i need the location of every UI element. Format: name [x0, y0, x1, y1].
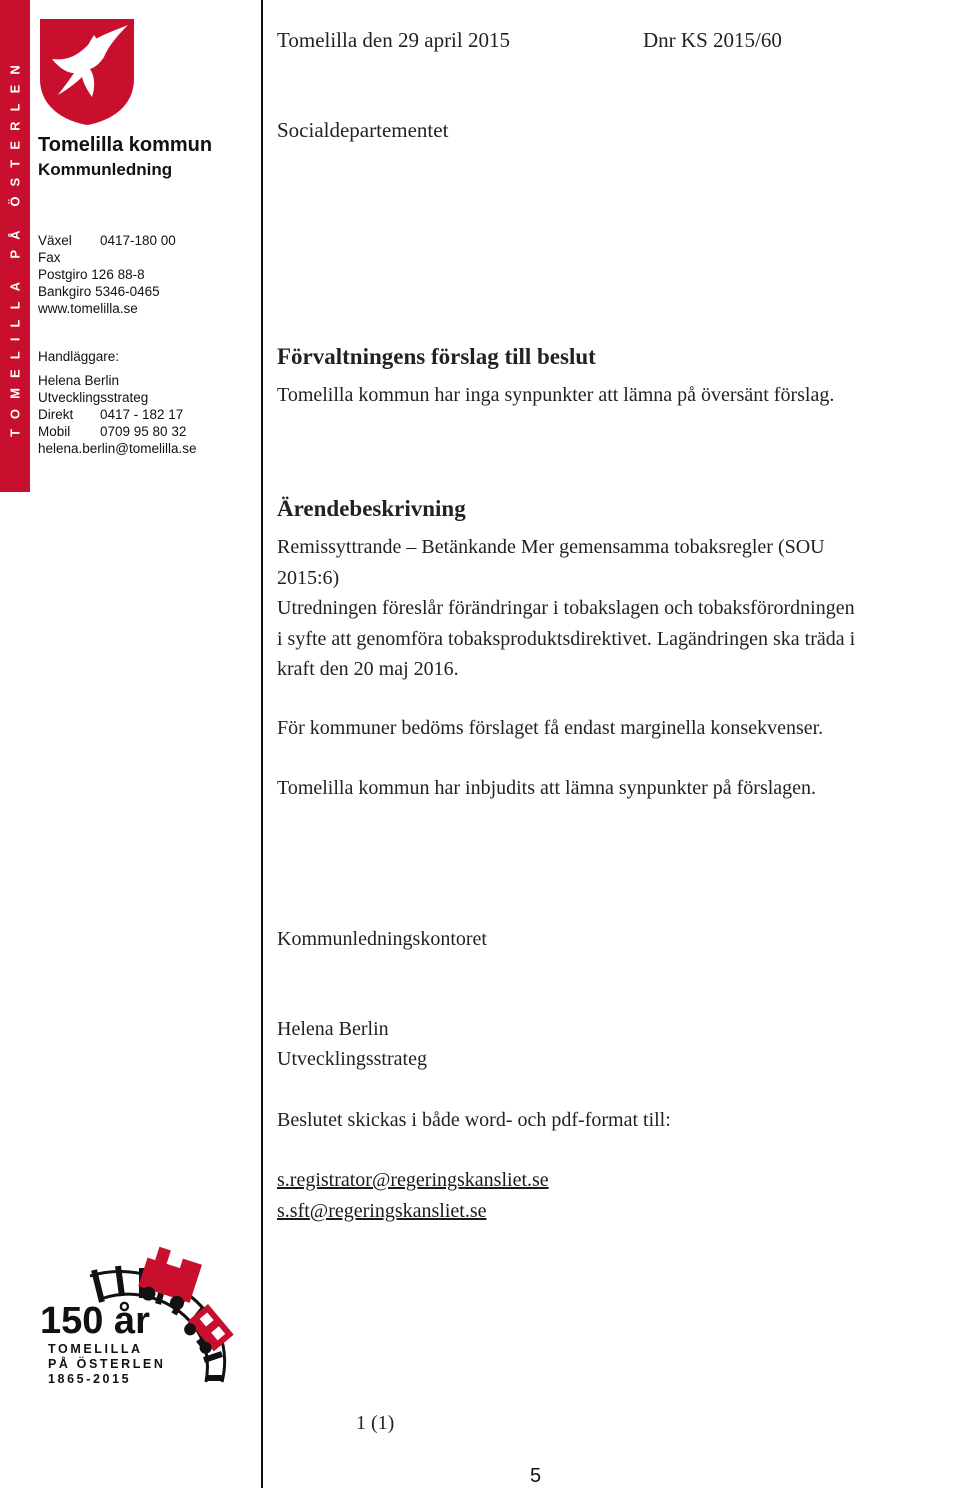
description-line: 2015:6) [277, 566, 340, 589]
bankgiro-value: 5346-0465 [95, 284, 160, 299]
description-line: i syfte att genomföra tobaksproduktsdirektivet. Lagändringen ska träda i [277, 627, 856, 650]
mobil-value: 0709 95 80 32 [100, 424, 187, 439]
signature-title: Utvecklingsstrateg [277, 1048, 427, 1070]
handler-name: Helena Berlin [38, 373, 120, 388]
recipient: Socialdepartementet [277, 118, 449, 142]
place-date: Tomelilla den 29 april 2015 [277, 28, 510, 52]
jubilee-line2: PÅ ÖSTERLEN [48, 1357, 166, 1371]
distribution-text: Beslutet skickas i både word- och pdf-format till: [277, 1109, 671, 1131]
handler-label: Handläggare: [38, 349, 120, 364]
bankgiro-label: Bankgiro [38, 284, 92, 299]
distribution-emails [277, 1165, 549, 1226]
description-para2: För kommuner bedöms förslaget få endast marginella konsekvenser. [277, 717, 824, 739]
coat-of-arms-logo [38, 17, 136, 132]
jubilee-line3: 1865-2015 [48, 1372, 132, 1386]
handler-block [38, 372, 197, 457]
vaxel-label: Växel [38, 233, 72, 248]
handler-title: Utvecklingsstrateg [38, 390, 149, 405]
jubilee-line1: TOMELILLA [48, 1342, 143, 1356]
org-name: Tomelilla kommun [38, 134, 213, 156]
org-department: Kommunledning [38, 160, 173, 179]
fax-label: Fax [38, 250, 61, 265]
description-line: Utredningen föreslår förändringar i tobakslagen och tobaksförordningen [277, 597, 855, 619]
description-para3: Tomelilla kommun har inbjudits att lämna synpunkter på förslagen. [277, 777, 817, 799]
handler-email[interactable]: helena.berlin@tomelilla.se [38, 441, 197, 456]
description-paragraph [277, 532, 855, 685]
proposal-text: Tomelilla kommun har inga synpunkter att lämna på översänt förslag. [277, 384, 835, 406]
proposal-heading: Förvaltningens förslag till beslut [277, 344, 596, 369]
postgiro-value: 126 88-8 [91, 267, 145, 282]
dnr: Dnr KS 2015/60 [643, 28, 782, 52]
mobil-label: Mobil [38, 424, 71, 439]
postgiro-label: Postgiro [38, 267, 88, 282]
contact-block [38, 232, 176, 317]
jubilee-logo [38, 1236, 262, 1390]
direkt-label: Direkt [38, 407, 74, 422]
email-link-registrator[interactable]: s.registrator@regeringskansliet.se [277, 1169, 549, 1191]
page-of: 1 (1) [356, 1412, 395, 1434]
vaxel-value: 0417-180 00 [100, 233, 176, 248]
page-number: 5 [530, 1465, 542, 1487]
description-line: kraft den 20 maj 2016. [277, 658, 459, 680]
direkt-value: 0417 - 182 17 [100, 407, 184, 422]
description-line: Remissyttrande – Betänkande Mer gemensamma tobaksregler (SOU [277, 536, 825, 558]
banner-text: TOMELILLA PÅ ÖSTERLEN [7, 55, 23, 437]
email-link-sft[interactable]: s.sft@regeringskansliet.se [277, 1199, 487, 1222]
jubilee-big-text: 150 år [40, 1300, 150, 1342]
website-link[interactable]: www.tomelilla.se [38, 301, 138, 316]
signature-name: Helena Berlin [277, 1018, 389, 1040]
description-heading: Ärendebeskrivning [277, 496, 466, 521]
signature-office: Kommunledningskontoret [277, 928, 487, 950]
